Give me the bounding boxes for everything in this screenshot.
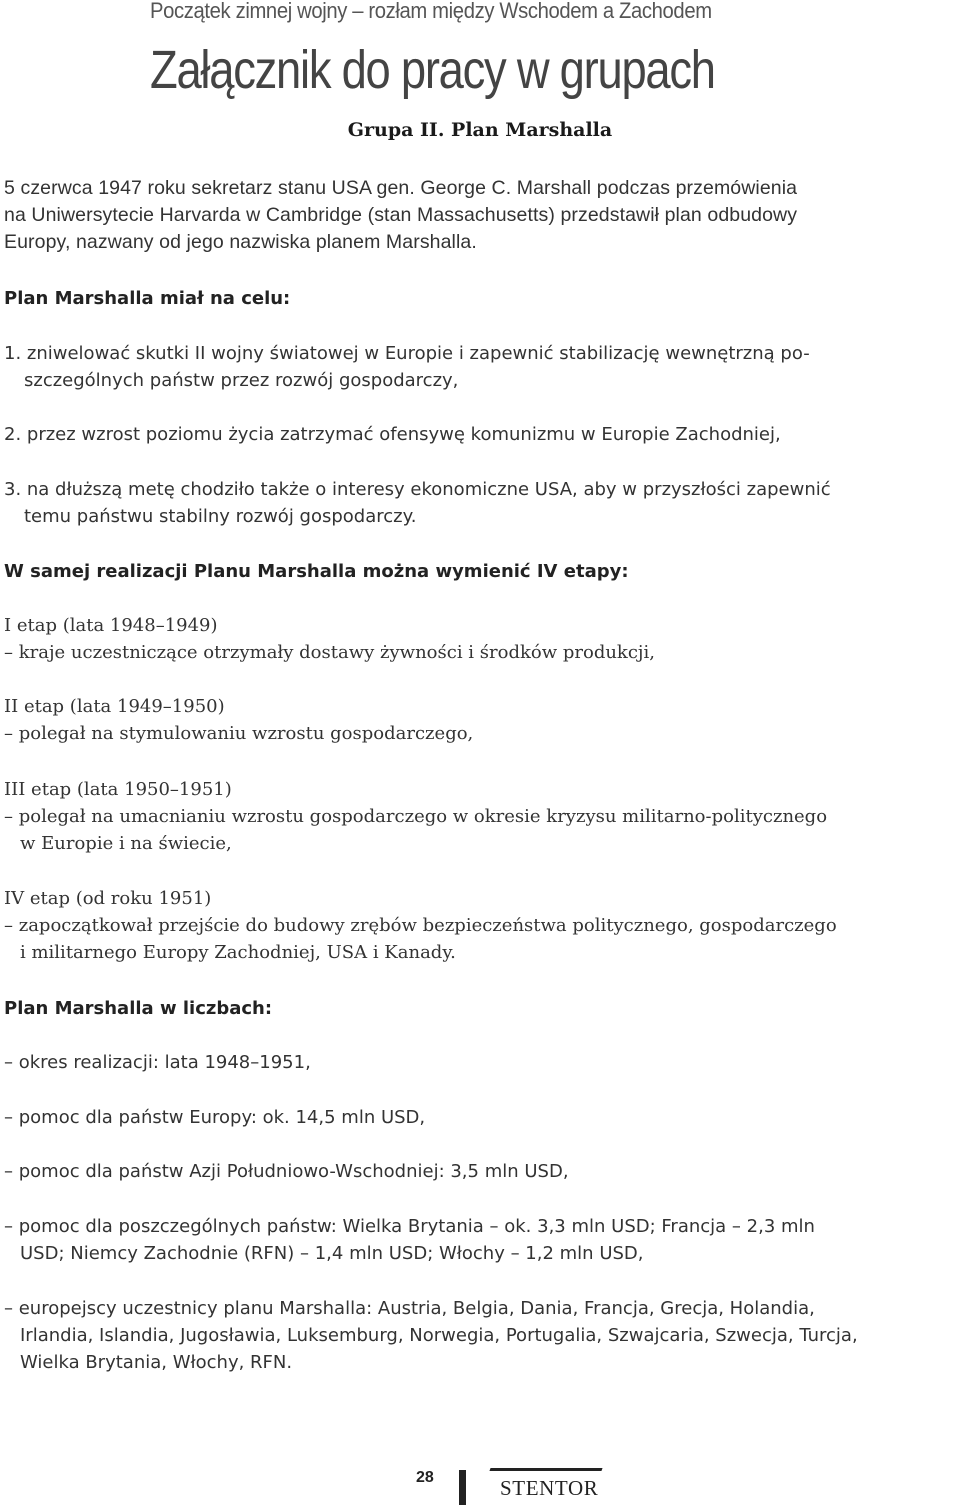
intro-line: na Uniwersytecie Harvarda w Cambridge (stan Massachusetts) przedstawił plan odbudowy <box>4 204 798 226</box>
stage-2 <box>4 693 956 747</box>
numbers-heading: Plan Marshalla w liczbach: <box>4 998 273 1019</box>
goal-line: 3. na dłuższą metę chodziło także o interesy ekonomiczne USA, aby w przyszłości zapewnić <box>4 479 831 500</box>
intro-paragraph <box>4 175 956 256</box>
logo-swoosh <box>489 1468 602 1471</box>
goal-line: szczególnych państw przez rozwój gospodarczy, <box>24 370 459 391</box>
goal-line: 2. przez wzrost poziomu życia zatrzymać ofensywę komunizmu w Europie Zachodniej, <box>4 424 781 445</box>
group-heading: Grupa II. Plan Marshalla <box>347 119 613 141</box>
stage-line: – polegał na stymulowaniu wzrostu gospodarczego, <box>4 723 474 744</box>
stages-heading: W samej realizacji Planu Marshalla można wymienić IV etapy: <box>4 561 629 582</box>
stage-4 <box>4 885 956 966</box>
stage-line: w Europie i na świecie, <box>20 833 232 854</box>
stage-title: I etap (lata 1948–1949) <box>4 615 218 636</box>
goals-heading: Plan Marshalla miał na celu: <box>4 288 291 309</box>
numbers-line: USD; Niemcy Zachodnie (RFN) – 1,4 mln USD; Włochy – 1,2 mln USD, <box>20 1243 644 1264</box>
goal-line: 1. zniwelować skutki II wojny światowej w Europie i zapewnić stabilizację wewnętrzną po- <box>4 343 810 364</box>
publisher-logo <box>488 1466 606 1504</box>
stage-title: IV etap (od roku 1951) <box>4 888 212 909</box>
numbers-item-2 <box>4 1104 956 1131</box>
stage-3 <box>4 776 956 857</box>
stage-1 <box>4 612 956 666</box>
numbers-item-4 <box>4 1213 956 1267</box>
publisher-name: STENTOR <box>500 1476 599 1500</box>
numbers-line: – europejscy uczestnicy planu Marshalla: Austria, Belgia, Dania, Francja, Grecja, Holandia, <box>4 1298 815 1319</box>
stage-title: II etap (lata 1949–1950) <box>4 696 225 717</box>
stage-title: III etap (lata 1950–1951) <box>4 779 232 800</box>
stage-line: – kraje uczestniczące otrzymały dostawy żywności i środków produkcji, <box>4 642 655 663</box>
numbers-item-5 <box>4 1295 956 1376</box>
numbers-line: – pomoc dla państw Europy: ok. 14,5 mln USD, <box>4 1107 426 1128</box>
numbers-line: – pomoc dla poszczególnych państw: Wielka Brytania – ok. 3,3 mln USD; Francja – 2,3 mln <box>4 1216 815 1237</box>
stage-line: – polegał na umacnianiu wzrostu gospodarczego w okresie kryzysu militarno-politycznego <box>4 806 828 827</box>
stage-line: – zapoczątkował przejście do budowy zrębów bezpieczeństwa politycznego, gospodarczego <box>4 915 837 936</box>
page-title: Załącznik do pracy w grupach <box>150 40 715 100</box>
running-head: Początek zimnej wojny – rozłam między Wschodem a Zachodem <box>150 0 712 23</box>
goal-item-2 <box>4 421 956 448</box>
numbers-line: Irlandia, Islandia, Jugosławia, Luksemburg, Norwegia, Portugalia, Szwajcaria, Szwecja, Turcja, <box>20 1325 858 1346</box>
goal-line: temu państwu stabilny rozwój gospodarczy. <box>24 506 417 527</box>
numbers-item-3 <box>4 1158 956 1185</box>
footer-divider <box>459 1470 466 1505</box>
numbers-line: – pomoc dla państw Azji Południowo-Wschodniej: 3,5 mln USD, <box>4 1161 569 1182</box>
intro-line: Europy, nazwany od jego nazwiska planem Marshalla. <box>4 231 477 253</box>
page-number: 28 <box>416 1469 434 1486</box>
numbers-line: – okres realizacji: lata 1948–1951, <box>4 1052 311 1073</box>
intro-line: 5 czerwca 1947 roku sekretarz stanu USA gen. George C. Marshall podczas przemówienia <box>4 177 798 199</box>
numbers-item-1 <box>4 1049 956 1076</box>
stage-line: i militarnego Europy Zachodniej, USA i Kanady. <box>20 942 456 963</box>
goal-item-3 <box>4 476 956 530</box>
goal-item-1 <box>4 340 956 394</box>
numbers-line: Wielka Brytania, Włochy, RFN. <box>20 1352 293 1373</box>
